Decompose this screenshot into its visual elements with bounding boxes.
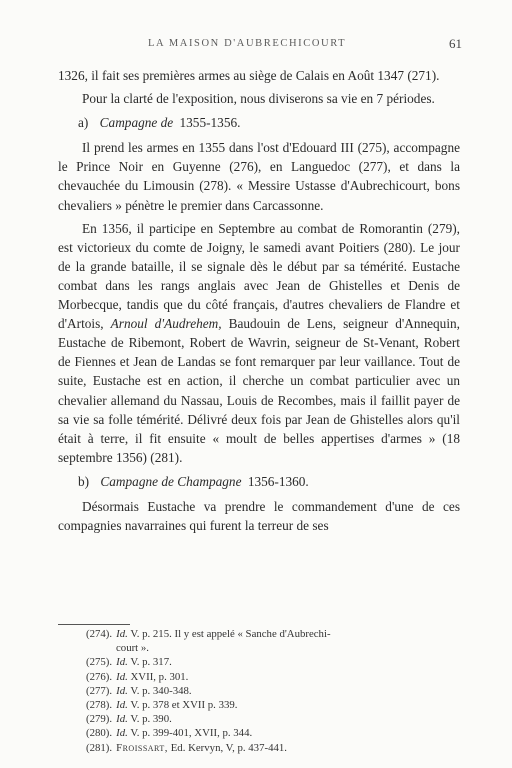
italic-name: Arnoul d'Audrehem, [110,316,222,332]
footnote: (278). Id. V. p. 378 et XVII p. 339. [86,699,238,712]
footnote-author: Froissart, [116,741,168,754]
section-heading-b [78,472,460,491]
section-title: Campagne de [99,115,174,131]
footnote-continuation: court ». [116,642,149,655]
paragraph [58,219,460,467]
footnote: (277). Id. V. p. 340-348. [86,684,192,697]
footnote: (275). Id. V. p. 317. [86,656,172,669]
footnote: (280). Id. V. p. 399-401, XVII, p. 344. [86,727,253,740]
page-number: 61 [449,36,462,51]
footnotes [86,627,466,755]
section-dates: 1356-1360. [247,473,309,489]
footnote: (274). Id. V. p. 215. Il y est appelé « Sanche d'Aubrechi- [86,628,331,640]
section-heading-a [78,113,460,132]
footnote: (279). Id. V. p. 390. [86,713,172,726]
main-text [58,66,460,539]
paragraph: 1326, il fait ses premières armes au siège de Calais en Août 1347 (271). [58,68,440,83]
footnote: (281). Froissart, Ed. Kervyn, V, p. 437-441. [86,741,287,754]
paragraph: Il prend les armes en 1355 dans l'ost d'Edouard III (275), accompagne le Prince Noir en Guyenne (276), en Languedoc (277), et dans la chevauchée du Limousin (278). « Messire Ustasse d'Aubrechicourt, bons chevaliers » pénètre le premier dans Carcassonne. [58,140,460,213]
section-dates: 1355-1356. [179,115,241,131]
section-label: a) [78,115,89,131]
paragraph: Pour la clarté de l'exposition, nous diviserons sa vie en 7 périodes. [82,91,435,107]
paragraph: Désormais Eustache va prendre le commandement d'une de ces compagnies navarraines qui furent la terreur de ses [58,498,460,534]
footnote: (276). Id. XVII, p. 301. [86,670,189,683]
section-title: Campagne de Champagne [100,473,242,489]
paragraph-text: En 1356, il participe en Septembre au combat de Romorantin (279), est victorieux du comte de Joigny, le samedi avant Poitiers (280). Le jour de la grande bataille, il se signale dès le début par sa témérité. Eustache combat dans les rangs anglais avec Jean de Ghistelles et Denis de Morbecque, tandis que du côté français, d'autres chevaliers de Flandre et d'Artois, [58,220,460,332]
section-label: b) [78,473,90,489]
footnote-rule [58,624,130,625]
paragraph-text: Baudouin de Lens, seigneur d'Annequin, Eustache de Ribemont, Robert de Wavrin, seigneur de St-Venant, Robert de Fiennes et Jean de Landas se font remarquer par leur vaillance. Tout de suite, Eustache est en action, il cherche un combat particulier avec un chevalier allemand du Nassau, Louis de Recombes, mais il faillit payer de sa vie sa folle témérité. Délivré deux fois par Jean de Ghistelles alors qu'il était à terre, il fit ensuite « moult de belles appertises d'armes » (18 septembre 1356) (281). [58,316,461,465]
running-title: LA MAISON D'AUBRECHICOURT [148,38,347,49]
page-header [60,36,460,54]
